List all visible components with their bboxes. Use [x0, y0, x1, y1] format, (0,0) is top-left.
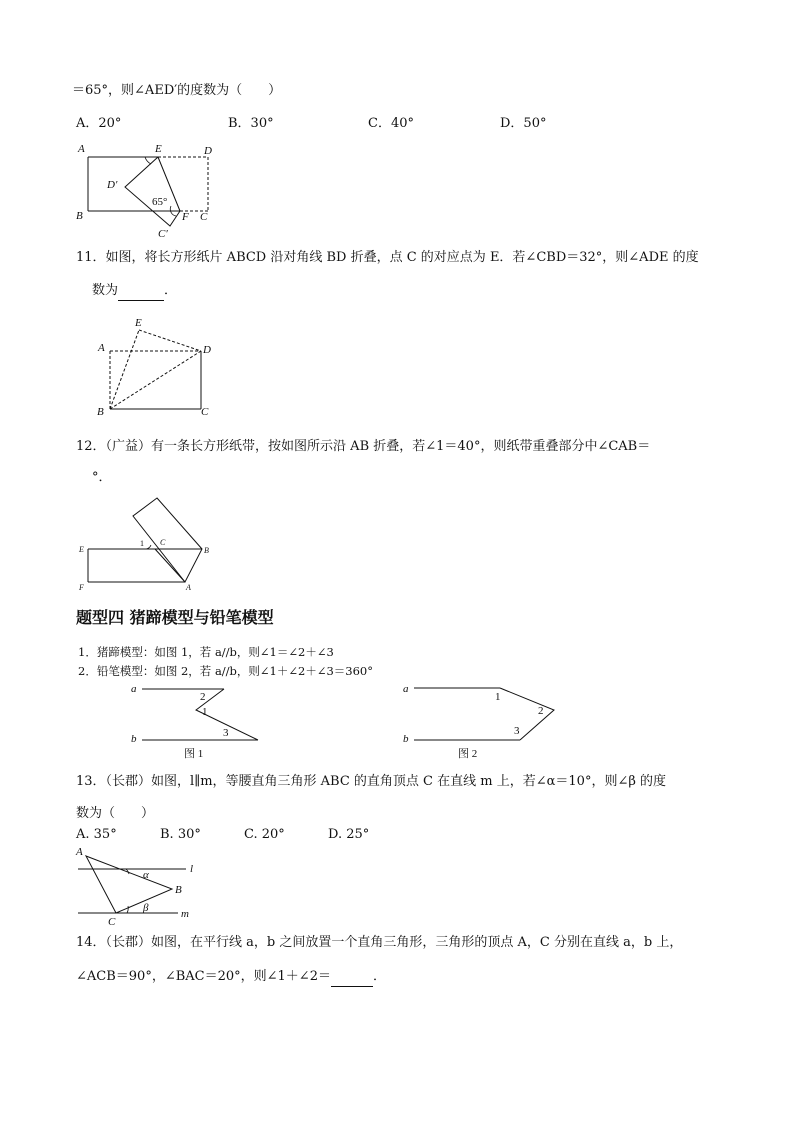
- q14-line2: [76, 968, 386, 987]
- q10-label-e: E: [155, 143, 162, 155]
- q11-label-a: A: [98, 342, 105, 354]
- q13-label-b: B: [175, 884, 182, 896]
- q10-label-dprime: D′: [107, 179, 118, 191]
- q11-line2-text: 数为: [92, 283, 119, 298]
- fig2-label-a: a: [403, 683, 409, 695]
- q10-option-d: D．50°: [500, 116, 547, 131]
- q12-line1: 12．（广益）有一条长方形纸带，按如图所示沿 AB 折叠，若∠1＝40°，则纸带重叠部分中∠CAB＝: [76, 439, 651, 454]
- q11-label-e: E: [135, 317, 142, 329]
- q14-answer-blank: [331, 968, 373, 987]
- q13-label-c: C: [108, 916, 116, 928]
- fig2-label-3: 3: [514, 725, 520, 737]
- q12-label-f: F: [79, 583, 84, 592]
- q10-label-d: D: [204, 145, 212, 157]
- q12-label-a: A: [186, 583, 191, 592]
- q13-option-b: B. 30°: [160, 827, 201, 842]
- q10-label-c: C: [200, 211, 208, 223]
- q11-line1: 11．如图，将长方形纸片 ABCD 沿对角线 BD 折叠，点 C 的对应点为 E．若∠CBD＝32°，则∠ADE 的度: [76, 250, 699, 265]
- fig2-label-b: b: [403, 733, 409, 745]
- q10-label-a: A: [78, 143, 85, 155]
- section-item1: 1．猪蹄模型：如图 1，若 a//b，则∠1＝∠2＋∠3: [78, 645, 334, 659]
- q13-option-a: A. 35°: [76, 827, 117, 842]
- q14-line2-end: ．: [372, 969, 386, 984]
- fig1-label-1: 1: [202, 706, 208, 718]
- fig1-label-2: 2: [200, 691, 206, 703]
- fig2-label-1: 1: [495, 691, 501, 703]
- fig1-label-b: b: [131, 733, 137, 745]
- q13-label-m: m: [181, 908, 189, 920]
- q13-label-beta: β: [143, 902, 149, 914]
- q12-label-1: 1: [140, 539, 144, 548]
- q13-label-l: l: [190, 863, 194, 875]
- q11-line2-end: ．: [164, 283, 178, 298]
- q12-line2: °．: [92, 470, 112, 485]
- fig1-label-a: a: [131, 683, 137, 695]
- q11-label-c: C: [201, 406, 209, 418]
- fig2-label-2: 2: [538, 705, 544, 717]
- q11-label-b: B: [97, 406, 104, 418]
- q14-line2-text: ∠ACB＝90°，∠BAC＝20°，则∠1＋∠2＝: [76, 969, 331, 984]
- q13-label-a: A: [76, 846, 83, 858]
- q10-label-cprime: C′: [158, 228, 168, 240]
- q12-label-b: B: [204, 546, 209, 555]
- q13-line1: 13．（长郡）如图，l∥m，等腰直角三角形 ABC 的直角顶点 C 在直线 m 上，若∠α＝10°，则∠β 的度: [76, 774, 666, 789]
- fig1-label-3: 3: [223, 727, 229, 739]
- q13-arc-beta: [127, 906, 128, 913]
- q10-label-angle: 65°: [152, 196, 168, 208]
- q13-triangle-abc: [86, 856, 172, 913]
- q10-label-b: B: [76, 210, 83, 222]
- q11-label-d: D: [203, 344, 211, 356]
- q13-option-c: C. 20°: [244, 827, 285, 842]
- q12-label-c: C: [160, 538, 166, 547]
- q13-label-alpha: α: [143, 869, 149, 881]
- section-title: 题型四 猪蹄模型与铅笔模型: [76, 608, 274, 627]
- q10-option-a: A．20°: [76, 116, 122, 131]
- q10-stem-tail: ＝65°，则∠AED′的度数为（ ）: [72, 83, 282, 98]
- q14-line1: 14．（长郡）如图，在平行线 a，b 之间放置一个直角三角形，三角形的顶点 A，C 分别在直线 a，b 上，: [76, 935, 683, 950]
- fig2-caption: 图 2: [458, 748, 478, 760]
- q10-option-b: B．30°: [228, 116, 274, 131]
- q10-label-f: F: [182, 211, 189, 223]
- section-item2: 2．铅笔模型：如图 2，若 a//b，则∠1＋∠2＋∠3＝360°: [78, 664, 373, 678]
- q12-label-e: E: [79, 545, 84, 554]
- q13-option-d: D. 25°: [328, 827, 370, 842]
- q10-option-c: C．40°: [368, 116, 414, 131]
- q13-line2: 数为（ ）: [76, 806, 155, 821]
- fig1-caption: 图 1: [184, 748, 204, 760]
